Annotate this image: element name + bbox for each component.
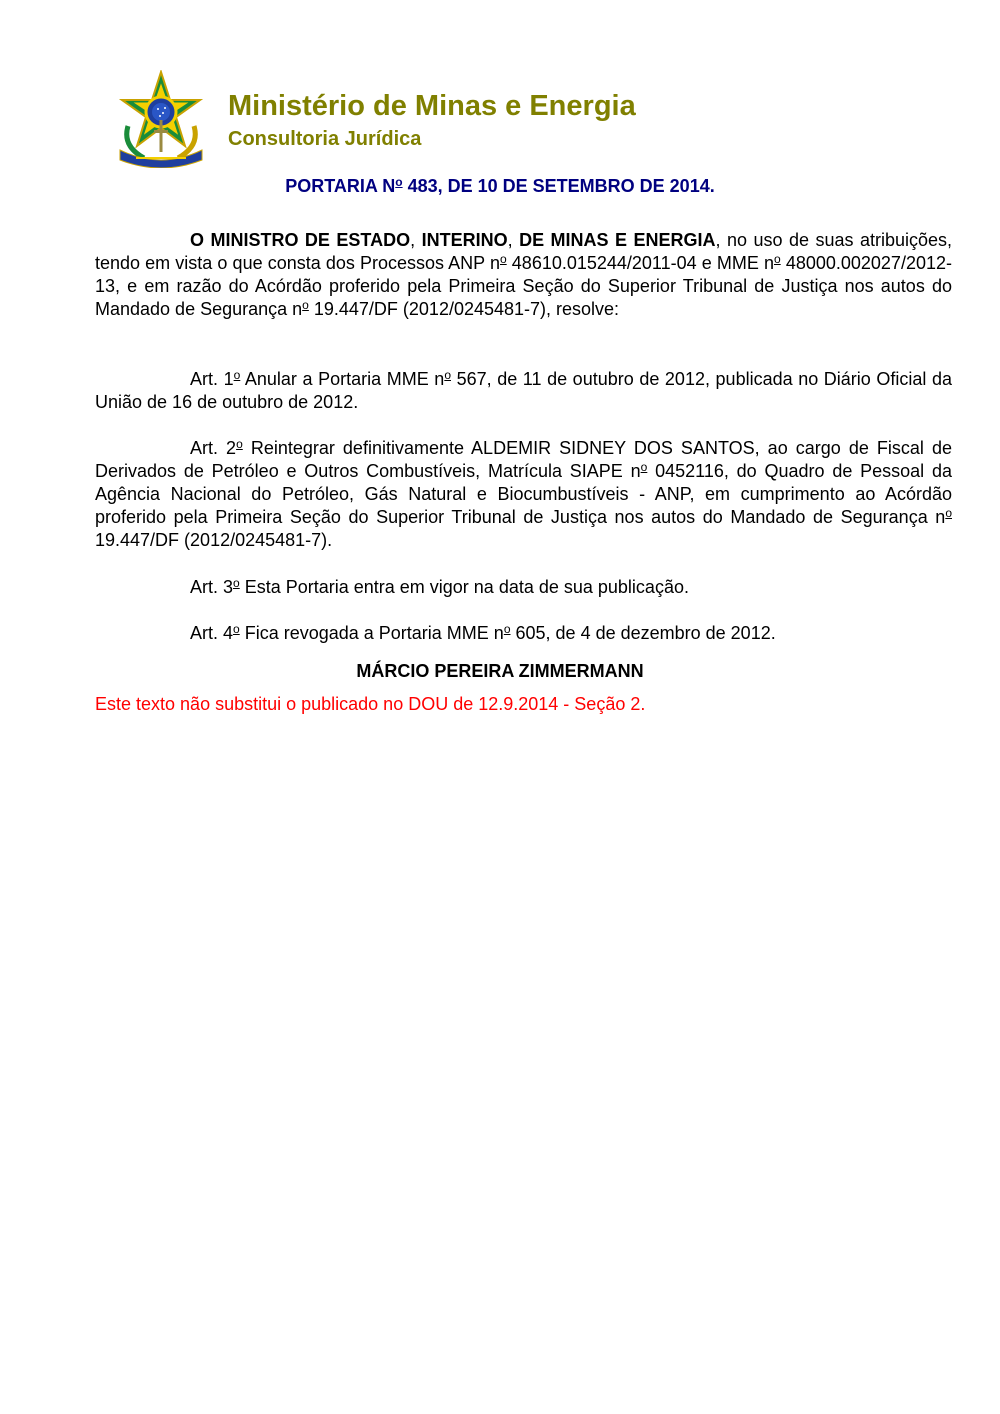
article-text: Fica revogada a Portaria MME n (239, 623, 504, 643)
article-text: 19.447/DF (2012/0245481-7). (95, 530, 333, 550)
preamble-text: , no uso de suas atribuições, tendo em vista o que consta dos Processos ANP n (95, 230, 952, 273)
article-3 (95, 576, 952, 599)
article-text: Anular a Portaria MME n (240, 369, 445, 389)
article-text: Esta Portaria entra em vigor na data de sua publicação. (239, 577, 689, 597)
signature: MÁRCIO PEREIRA ZIMMERMANN (356, 661, 644, 681)
ordinal-mark: o (774, 252, 781, 266)
article-text: 605, de 4 de dezembro de 2012. (510, 623, 776, 643)
letterhead (114, 70, 714, 170)
title-prefix: PORTARIA N (285, 176, 396, 196)
ordinal-mark: o (233, 576, 240, 590)
preamble-text: , (410, 230, 422, 250)
article-text: 0452116, do Quadro de Pessoal da Agência Nacional do Petróleo, Gás Natural e Biocumbustíveis - ANP, em cumprimento ao Acórdão proferido pela Primeira Seção do Superior Tribunal de Justiça nos autos do Mandado de Segurança n (95, 461, 952, 527)
preamble-interino: INTERINO (421, 230, 508, 250)
coat-of-arms-brazil-icon (114, 70, 208, 168)
article-4 (95, 622, 952, 645)
ordinal-mark: o (233, 622, 240, 636)
preamble-text: 19.447/DF (2012/0245481-7), resolve: (308, 299, 620, 319)
preamble-text: 48000.002027/2012-13, e em razão do Acórdão proferido pela Primeira Seção do Superior Tribunal de Justiça nos autos do Mandado de Segurança n (95, 253, 952, 319)
preamble-minister: O MINISTRO DE ESTADO (190, 230, 411, 250)
article-2 (95, 437, 952, 552)
ordinal-mark: o (640, 460, 648, 474)
article-text: 567, de 11 de outubro de 2012, publicada no Diário Oficial da União de 16 de outubro de 2012. (95, 369, 953, 412)
article-text: Art. 1 (190, 369, 234, 389)
ordinal-mark: o (945, 506, 952, 520)
title-rest: 483, DE 10 DE SETEMBRO DE 2014. (402, 176, 715, 196)
org-name: Ministério de Minas e Energia (228, 90, 636, 122)
ordinal-mark: o (444, 368, 451, 382)
ordinal-mark: o (236, 437, 243, 451)
article-text: Art. 3 (190, 577, 234, 597)
ordinal-mark: o (499, 252, 507, 266)
document-title (0, 176, 1000, 197)
preamble-paragraph (95, 229, 952, 321)
article-text: Art. 2 (190, 438, 237, 458)
preamble-text: 48610.015244/2011-04 e MME n (506, 253, 775, 273)
preamble-ministry: DE MINAS E ENERGIA (519, 230, 716, 250)
ordinal-mark: o (233, 368, 241, 382)
preamble-text: , (507, 230, 520, 250)
article-text: Art. 4 (190, 623, 234, 643)
org-subtitle: Consultoria Jurídica (228, 128, 422, 150)
disclaimer-note: Este texto não substitui o publicado no DOU de 12.9.2014 - Seção 2. (95, 694, 646, 714)
article-1 (95, 368, 952, 414)
ordinal-mark: o (302, 298, 309, 312)
ordinal-mark: o (395, 175, 403, 189)
ordinal-mark: o (503, 622, 511, 636)
article-text: Reintegrar definitivamente ALDEMIR SIDNEY DOS SANTOS, ao cargo de Fiscal de Derivados de Petróleo e Outros Combustíveis, Matrícula SIAPE n (95, 438, 953, 481)
